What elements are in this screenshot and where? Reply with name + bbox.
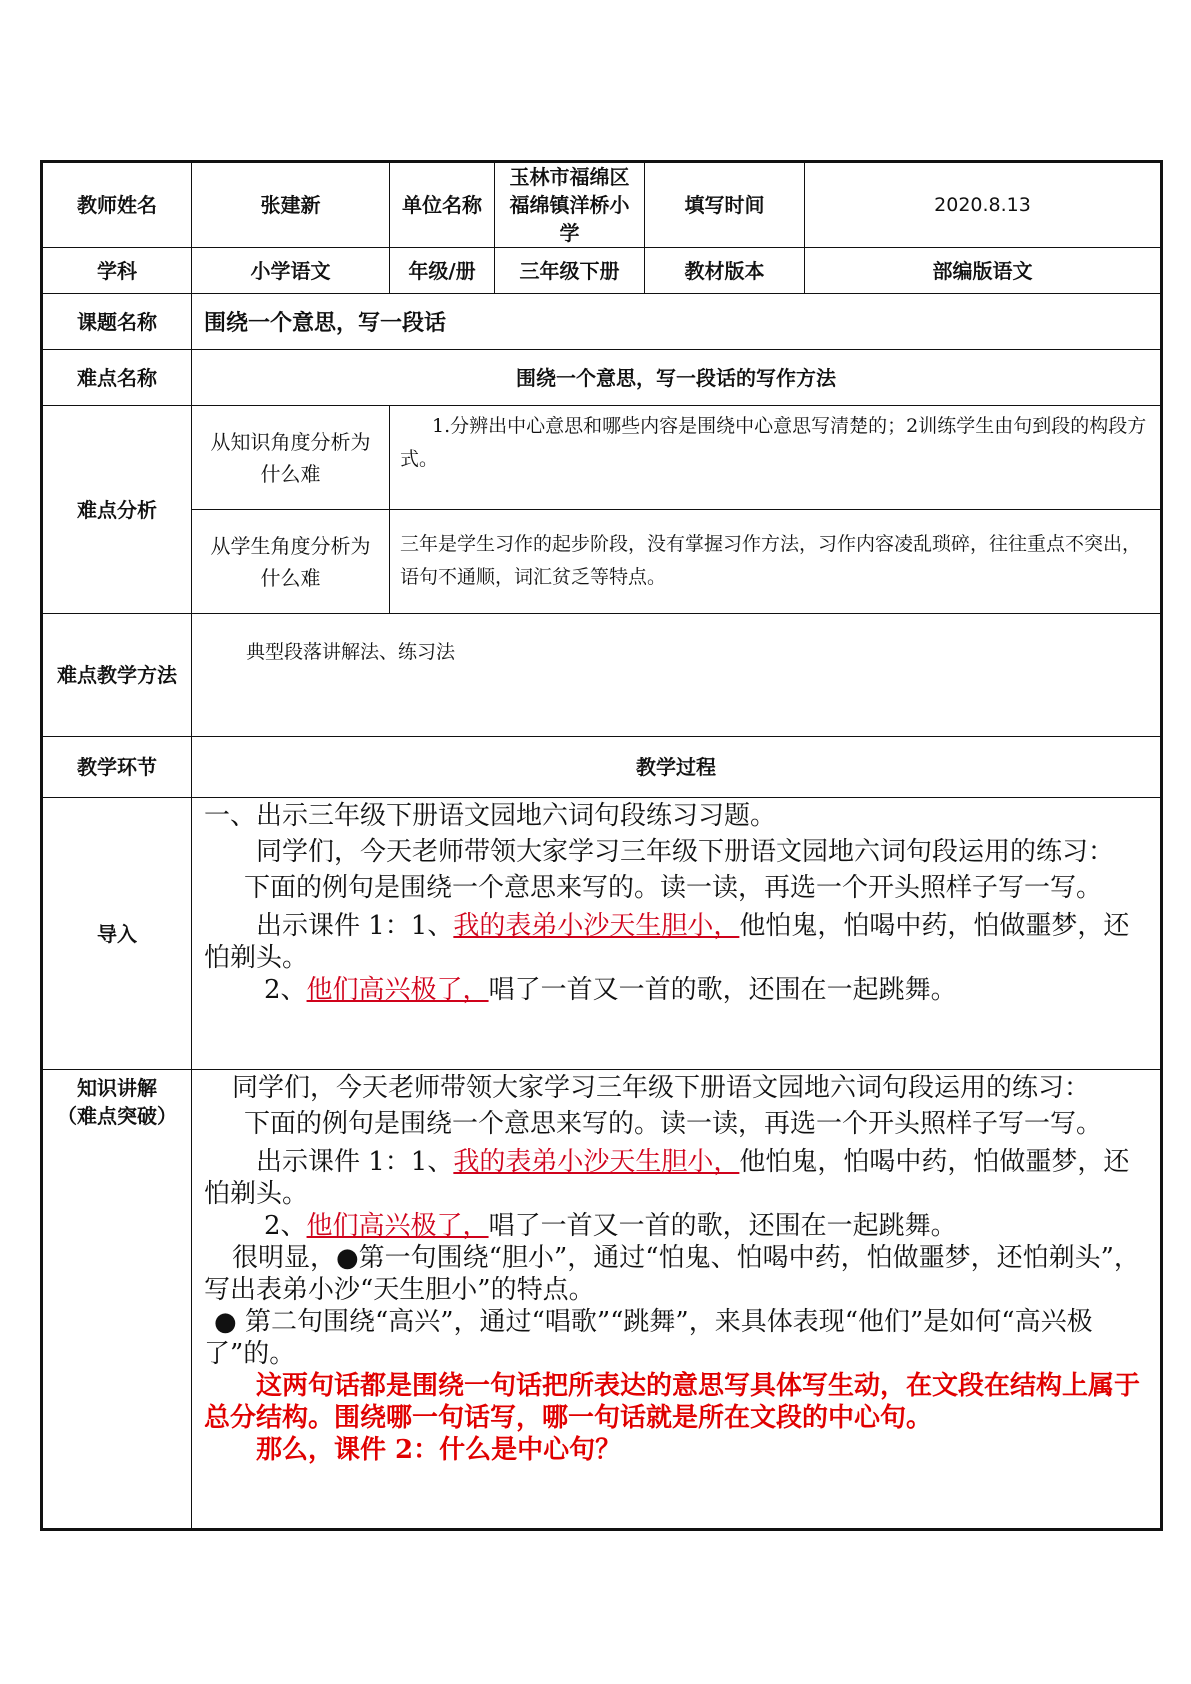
knowledge-label-line-2: （难点突破） bbox=[57, 1104, 177, 1128]
intro-row bbox=[42, 798, 1162, 1070]
knowledge-line-5: 很明显，●第一句围绕“胆小”，通过“怕鬼、怕喝中药，怕做噩梦，还怕剃头”，写出表弟小沙“天生胆小”的特点。 bbox=[204, 1243, 1140, 1305]
method-row bbox=[42, 614, 1162, 737]
unit-name-label: 单位名称 bbox=[390, 162, 495, 248]
grade-value: 三年级下册 bbox=[495, 248, 645, 294]
subject-value: 小学语文 bbox=[192, 248, 390, 294]
knowledge-line-1: 同学们，今天老师带领大家学习三年级下册语文园地六词句段运用的练习： bbox=[232, 1073, 1091, 1103]
knowledge-line-3-suffix: 他怕鬼，怕喝中药，怕做噩梦，还怕剃头。 bbox=[204, 1147, 1130, 1209]
intro-line-2: 同学们，今天老师带领大家学习三年级下册语文园地六词句段运用的练习： bbox=[256, 837, 1115, 867]
intro-content bbox=[192, 798, 1162, 1070]
knowledge-line-4-prefix: 2、 bbox=[264, 1211, 307, 1241]
analysis-row-knowledge bbox=[42, 406, 1162, 510]
header-row-2 bbox=[42, 248, 1162, 294]
topic-label: 课题名称 bbox=[42, 294, 192, 350]
intro-line-4-suffix: 他怕鬼，怕喝中药，怕做噩梦，还怕剃头。 bbox=[204, 911, 1130, 973]
lesson-plan-sheet bbox=[40, 160, 1160, 1531]
grade-label: 年级/册 bbox=[390, 248, 495, 294]
intro-line-3: 下面的例句是围绕一个意思来写的。读一读，再选一个开头照样子写一写。 bbox=[244, 873, 1103, 903]
process-header-row bbox=[42, 737, 1162, 798]
knowledge-line-2: 下面的例句是围绕一个意思来写的。读一读，再选一个开头照样子写一写。 bbox=[244, 1109, 1103, 1139]
subject-label: 学科 bbox=[42, 248, 192, 294]
knowledge-line-3-highlight: 我的表弟小沙天生胆小， bbox=[453, 1147, 740, 1177]
knowledge-angle-label: 从知识角度分析为什么难 bbox=[192, 406, 390, 510]
intro-label: 导入 bbox=[42, 798, 192, 1070]
intro-line-4 bbox=[204, 910, 1150, 974]
analysis-label: 难点分析 bbox=[42, 406, 192, 614]
student-angle-text: 三年是学生习作的起步阶段，没有掌握习作方法，习作内容凌乱琐碎，往往重点不突出，语句不通顺，词汇贫乏等特点。 bbox=[390, 510, 1162, 614]
intro-line-5-prefix: 2、 bbox=[264, 975, 307, 1005]
intro-line-4-prefix: 出示课件 1：1、 bbox=[256, 911, 454, 941]
date-label: 填写时间 bbox=[645, 162, 805, 248]
knowledge-row bbox=[42, 1070, 1162, 1530]
teacher-name-label: 教师姓名 bbox=[42, 162, 192, 248]
stage-label: 教学环节 bbox=[42, 737, 192, 798]
student-angle-label: 从学生角度分析为什么难 bbox=[192, 510, 390, 614]
method-value: 典型段落讲解法、练习法 bbox=[192, 614, 1162, 737]
header-row-1 bbox=[42, 162, 1162, 248]
analysis-row-student bbox=[42, 510, 1162, 614]
knowledge-label bbox=[42, 1070, 192, 1530]
topic-row bbox=[42, 294, 1162, 350]
intro-line-1: 一、出示三年级下册语文园地六词句段练习习题。 bbox=[204, 801, 777, 831]
intro-line-5-suffix: 唱了一首又一首的歌，还围在一起跳舞。 bbox=[488, 975, 957, 1005]
topic-value: 围绕一个意思，写一段话 bbox=[192, 294, 1162, 350]
knowledge-line-7: 这两句话都是围绕一句话把所表达的意思写具体写生动，在文段在结构上属于总分结构。围绕哪一句话写，哪一句话就是所在文段的中心句。 bbox=[204, 1371, 1141, 1433]
date-value: 2020.8.13 bbox=[805, 162, 1162, 248]
knowledge-line-3 bbox=[204, 1146, 1150, 1210]
knowledge-line-4-suffix: 唱了一首又一首的歌，还围在一起跳舞。 bbox=[488, 1211, 957, 1241]
knowledge-angle-body: 1.分辨出中心意思和哪些内容是围绕中心意思写清楚的；2训练学生由句到段的构段方式。 bbox=[400, 415, 1147, 470]
difficulty-row bbox=[42, 350, 1162, 406]
knowledge-line-4-highlight: 他们高兴极了， bbox=[306, 1211, 489, 1241]
knowledge-content bbox=[192, 1070, 1162, 1530]
unit-name-value: 玉林市福绵区福绵镇洋桥小学 bbox=[495, 162, 645, 248]
knowledge-line-4 bbox=[204, 1210, 1150, 1242]
knowledge-line-6: ● 第二句围绕“高兴”，通过“唱歌”“跳舞”，来具体表现“他们”是如何“高兴极了”的。 bbox=[204, 1307, 1093, 1369]
difficulty-label: 难点名称 bbox=[42, 350, 192, 406]
teacher-name-value: 张建新 bbox=[192, 162, 390, 248]
difficulty-value: 围绕一个意思，写一段话的写作方法 bbox=[192, 350, 1162, 406]
knowledge-angle-text bbox=[390, 406, 1162, 510]
method-label: 难点教学方法 bbox=[42, 614, 192, 737]
knowledge-line-3-prefix: 出示课件 1：1、 bbox=[256, 1147, 454, 1177]
edition-value: 部编版语文 bbox=[805, 248, 1162, 294]
edition-label: 教材版本 bbox=[645, 248, 805, 294]
intro-line-4-highlight: 我的表弟小沙天生胆小， bbox=[453, 911, 740, 941]
knowledge-label-line-1: 知识讲解 bbox=[77, 1076, 157, 1100]
process-label: 教学过程 bbox=[192, 737, 1162, 798]
lesson-plan-table bbox=[40, 160, 1163, 1531]
intro-line-5-highlight: 他们高兴极了， bbox=[306, 975, 489, 1005]
knowledge-line-8: 那么，课件 2：什么是中心句？ bbox=[256, 1435, 622, 1465]
intro-line-5 bbox=[204, 974, 1150, 1006]
